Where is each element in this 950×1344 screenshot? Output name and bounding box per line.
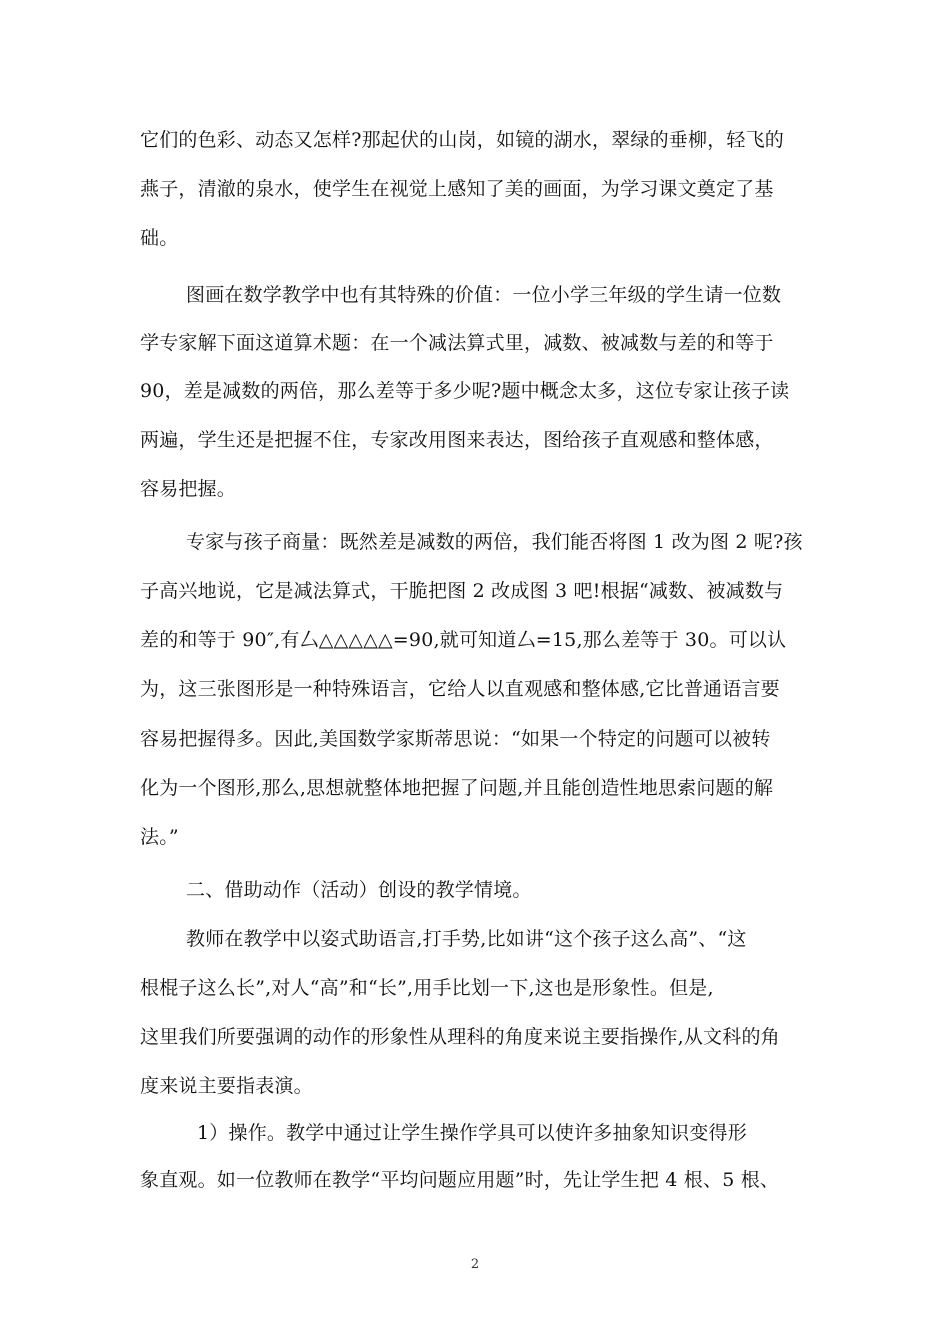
text-line: 根棍子这么长”,对人“高”和“长”,用手比划一下,这也是形象性。但是,	[140, 977, 714, 999]
text-line: 这里我们所要强调的动作的形象性从理科的角度来说主要指操作,从文科的角	[140, 1026, 780, 1048]
text-line: 象直观。如一位教师在教学“平均问题应用题”时，先让学生把 4 根、5 根、	[140, 1169, 780, 1191]
text-line: 学专家解下面这道算术题：在一个减法算式里，减数、被减数与差的和等于	[140, 332, 774, 354]
text-line: 两遍，学生还是把握不住，专家改用图来表达，图给孩子直观感和整体感，	[140, 429, 774, 451]
text-line: 度来说主要指表演。	[140, 1075, 313, 1097]
text-line: 子高兴地说，它是减法算式，干脆把图 2 改成图 3 吧!根据“减数、被减数与	[140, 580, 784, 602]
text-line: 差的和等于 90″,有厶△△△△△=90,就可知道厶=15,那么差等于 30。可以认	[140, 629, 787, 651]
text-line: 容易把握。	[140, 478, 237, 500]
text-line: 专家与孩子商量：既然差是减数的两倍，我们能否将图 1 改为图 2 呢?孩	[186, 531, 803, 553]
text-line: 图画在数学教学中也有其特殊的价值：一位小学三年级的学生请一位数	[186, 284, 782, 306]
text-line: 为，这三张图形是一种特殊语言，它给人以直观感和整体感,它比普通语言要	[140, 678, 780, 700]
text-line: 容易把握得多。因此,美国数学家斯蒂思说：“如果一个特定的问题可以被转	[140, 728, 771, 750]
section-heading: 二、借助动作（活动）创设的教学情境。	[186, 879, 532, 901]
text-line: 础。	[140, 227, 179, 249]
text-line: 1）操作。教学中通过让学生操作学具可以使许多抽象知识变得形	[197, 1122, 747, 1144]
page-number: 2	[470, 1257, 480, 1272]
text-line: 教师在教学中以姿式助语言,打手势,比如讲“这个孩子这么高”、“这	[186, 928, 747, 950]
text-line: 化为一个图形,那么,思想就整体地把握了问题,并且能创造性地思索问题的解	[140, 777, 774, 799]
text-line: 法。”	[140, 826, 179, 848]
text-line: 它们的色彩、动态又怎样?那起伏的山岗，如镜的湖水，翠绿的垂柳，轻飞的	[140, 129, 784, 151]
text-line: 90，差是减数的两倍，那么差等于多少呢?题中概念太多，这位专家让孩子读	[140, 380, 790, 402]
text-line: 燕子，清澈的泉水，使学生在视觉上感知了美的画面，为学习课文奠定了基	[140, 178, 774, 200]
